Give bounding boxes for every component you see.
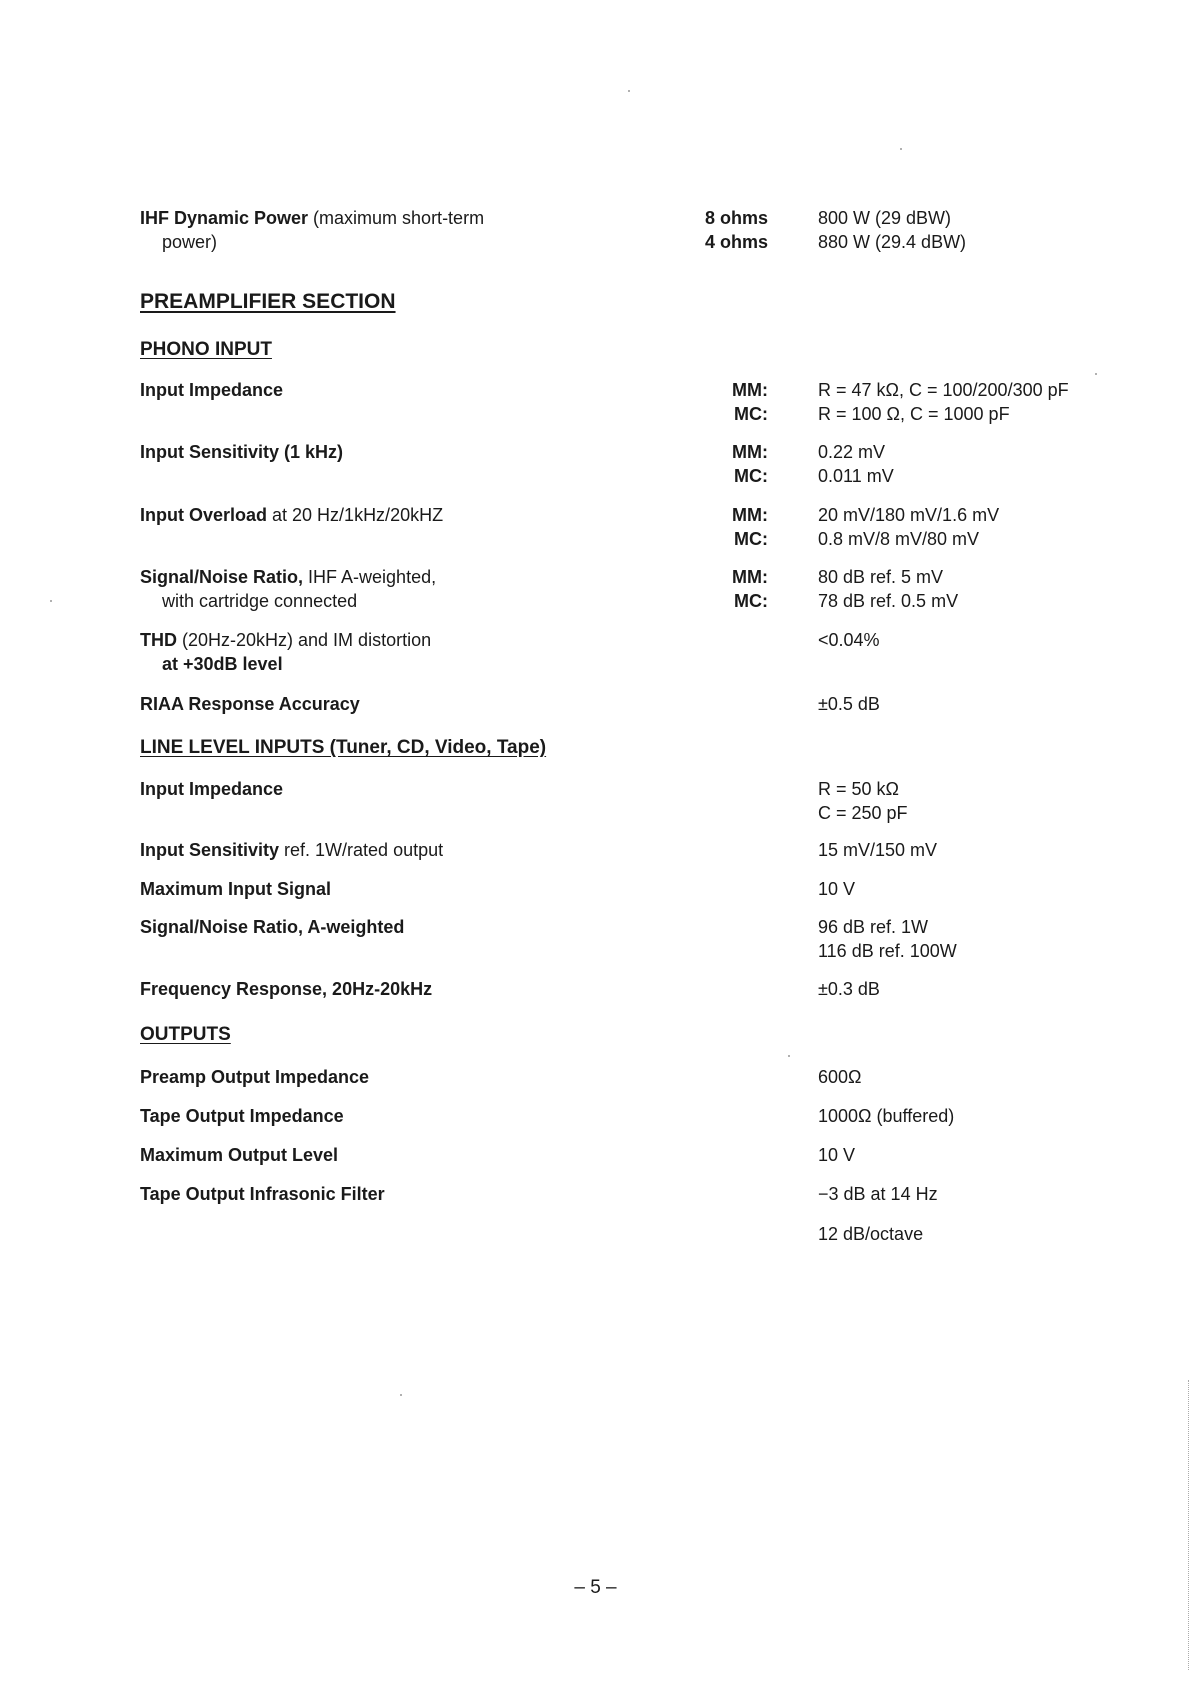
preamp-section-heading: PREAMPLIFIER SECTION (140, 290, 396, 313)
scan-speck (50, 600, 52, 602)
line-level-heading: LINE LEVEL INPUTS (Tuner, CD, Video, Tape) (140, 737, 547, 758)
page-number: – 5 – (574, 1577, 617, 1598)
spec-condition: 8 ohms 4 ohms (704, 208, 768, 252)
spec-page: IHF Dynamic Power (maximum short-term power) 8 ohms 4 ohms 800 W (29 dBW) 880 W (29.4 dBW) PREAMPLIFIER SECTION PHONO INPUT Input Impedance MM: MC: R = 47 kΩ, C = 100/200/300 pF R = 100 Ω, C = 1000 pF Input Sensitivity (1 kHz) MM: MC: 0.22 mV 0.011 mV Input Overload at 20 Hz/1kHz/20kHZ MM: MC: 20 mV/180 mV/1.6 mV 0.8 mV/8 mV/80 mV Signal/Noise Ratio, IHF A-weighted, with cartridge connected MM: MC: 80 dB ref. 5 mV 78 dB ref. 0.5 mV THD (20Hz-20kHz) and IM distortion at +30dB level <0.04% RIAA Response Accuracy ±0.5 dB LINE LEVEL INPUTS (Tuner, CD, Video, Tape) Input Impedance R = 50 kΩ C = 250 pF Input Sensitivity ref. 1W/rated output 15 mV/150 mV Maximum Input Signal 10 V Signal/Noise Ratio, A-weighted 96 dB ref. 1W 116 dB ref. 100W Frequency Response, 20Hz-20kHz ±0.3 dB OUTPUTS Preamp Output Impedance 600Ω Tape Output Impedance 1000Ω (buffered) Maximum Output Level 10 V Tape Output Infrasonic Filter −3 dB at 14 Hz 12 dB/octave – 5 – (0, 0, 1191, 1683)
scan-speck (900, 148, 902, 150)
scan-speck (788, 1055, 790, 1057)
scan-speck (400, 1394, 402, 1396)
outputs-heading: OUTPUTS (140, 1024, 231, 1045)
spec-value: 800 W (29 dBW) 880 W (29.4 dBW) (818, 208, 967, 252)
phono-input-heading: PHONO INPUT (140, 339, 272, 360)
scan-speck (1095, 373, 1097, 375)
spec-label: IHF Dynamic Power (maximum short-term power) (140, 208, 485, 252)
scan-edge-line (1187, 1380, 1189, 1670)
scan-speck (628, 90, 630, 92)
